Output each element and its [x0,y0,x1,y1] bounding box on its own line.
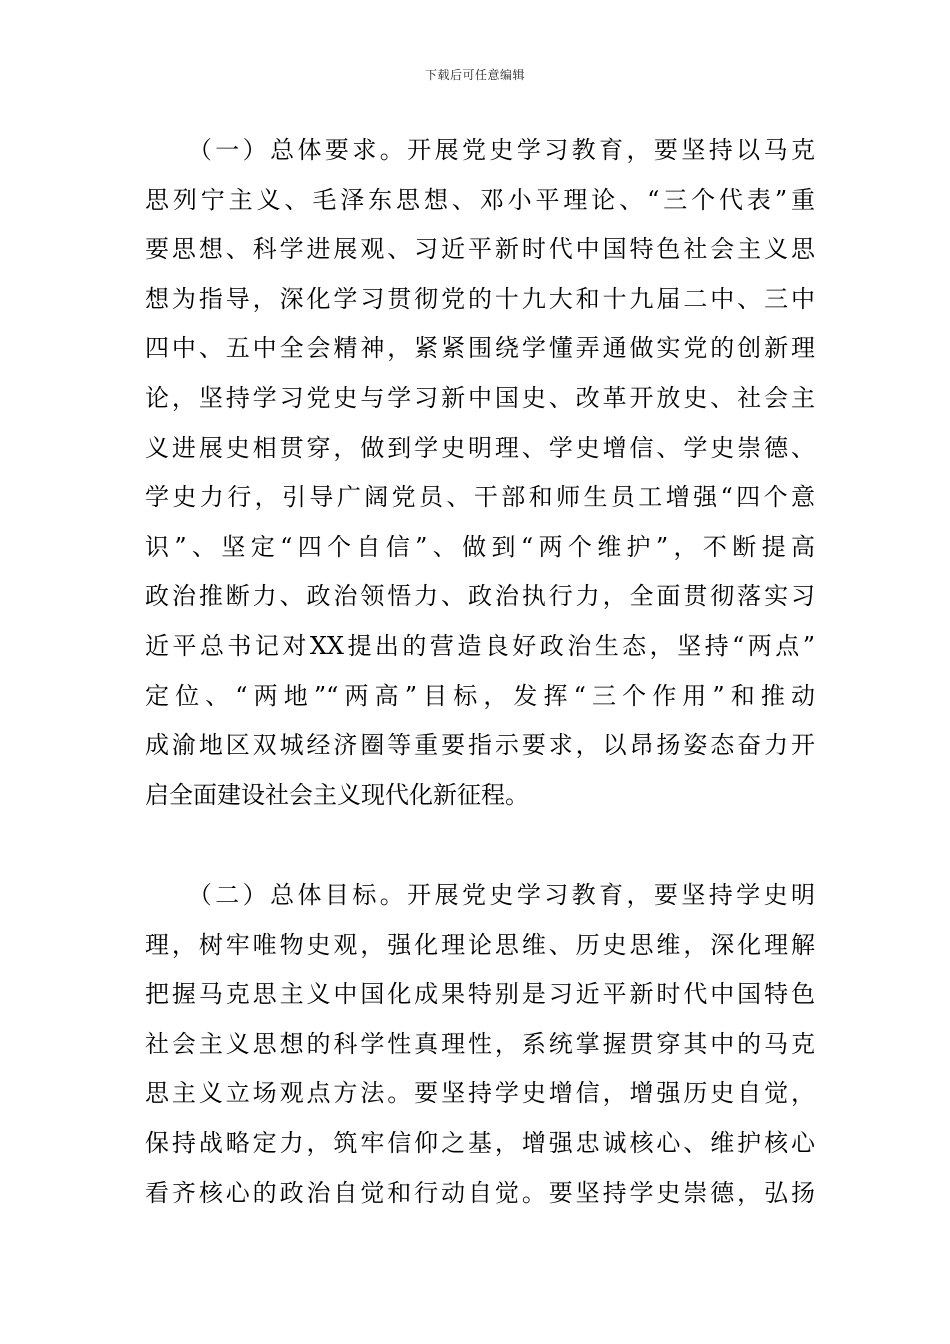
text-line: 想为指导，深化学习贯彻党的十九大和十九届二中、三中 [145,284,815,313]
text-line: 学史力行，引导广阔党员、干部和师生员工增强“四个意 [145,483,815,512]
paragraph-overall-goals [145,871,815,1218]
text-line: 理，树牢唯物史观，强化理论思维、历史思维，深化理解 [145,930,815,959]
text-line: 启全面建设社会主义现代化新征程。 [145,780,529,809]
text-line: 思列宁主义、毛泽东思想、邓小平理论、“三个代表”重 [145,185,815,214]
text-line: 成渝地区双城经济圈等重要指示要求，以昂扬姿态奋力开 [145,731,815,760]
text-line: 识”、坚定“四个自信”、做到“两个维护”，不断提高 [145,532,815,561]
text-line: 思主义立场观点方法。要坚持学史增信，增强历史自觉， [145,1079,815,1108]
text-line: （一）总体要求。开展党史学习教育，要坚持以马克 [145,136,815,164]
text-line: 保持战略定力，筑牢信仰之基，增强忠诚核心、维护核心 [145,1128,815,1157]
text-line: 政治推断力、政治领悟力、政治执行力，全面贯彻落实习 [145,582,815,611]
paragraph-overall-requirements [145,126,815,820]
text-line: 看齐核心的政治自觉和行动自觉。要坚持学史崇德，弘扬 [145,1178,815,1207]
header-note: 下载后可任意编辑 [424,68,525,82]
text-line: （二）总体目标。开展党史学习教育，要坚持学史明 [145,881,815,909]
text-line: 义进展史相贯穿，做到学史明理、学史增信、学史崇德、 [145,433,815,462]
text-line: 要思想、科学进展观、习近平新时代中国特色社会主义思 [145,235,815,264]
text-line: 社会主义思想的科学性真理性，系统掌握贯穿其中的马克 [145,1029,815,1058]
text-line: 四中、五中全会精神，紧紧围绕学懂弄通做实党的创新理 [145,334,815,363]
text-line: 把握马克思主义中国化成果特别是习近平新时代中国特色 [145,980,815,1009]
text-line: 定位、“两地”“两高”目标，发挥“三个作用”和推动 [145,681,815,710]
text-line: 论，坚持学习党史与学习新中国史、改革开放史、社会主 [145,383,815,412]
text-line: 近平总书记对XX提出的营造良好政治生态，坚持“两点” [145,631,815,660]
